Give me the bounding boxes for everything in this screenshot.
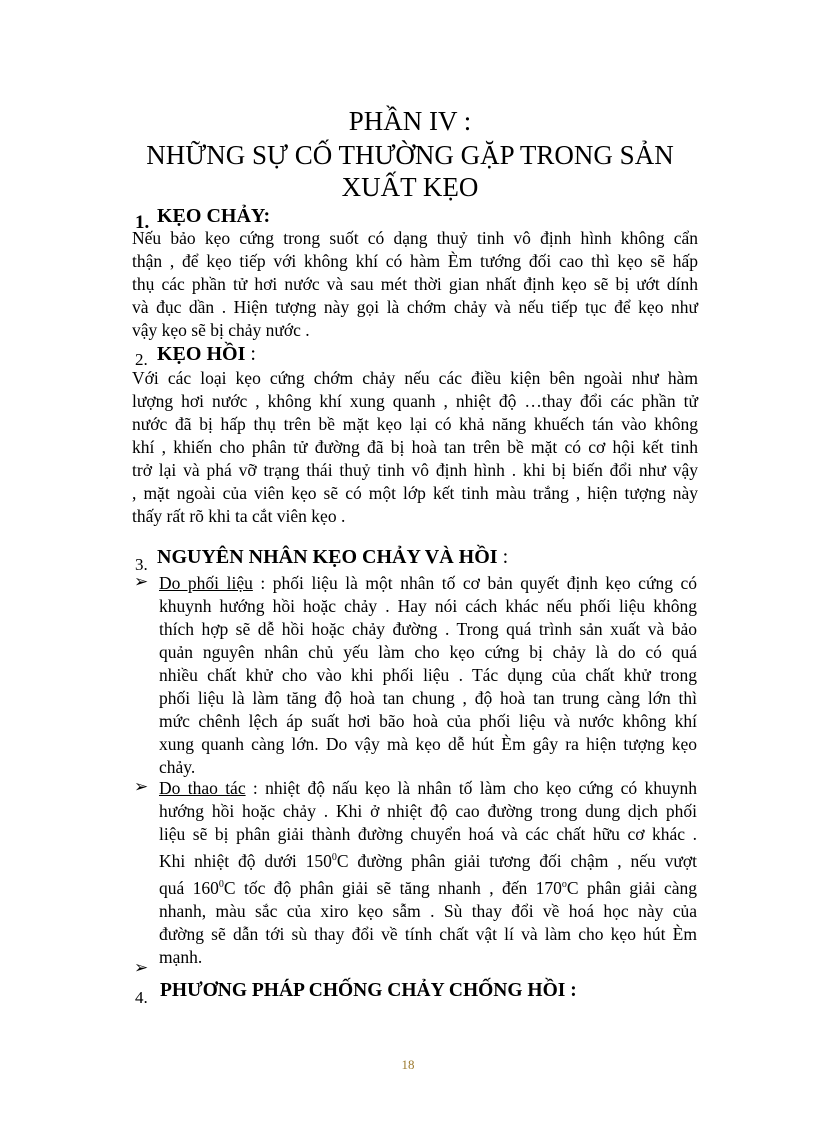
section1-heading: KẸO CHẢY: <box>157 205 271 227</box>
paragraph-line: thấy rất rõ khi ta cắt viên kẹo . <box>132 506 346 526</box>
paragraph-line: trở lại và phá vỡ trạng thái thuỷ tinh vô định hình . khi bị biến đổi như vậy <box>132 460 698 480</box>
paragraph-line <box>159 777 697 800</box>
paragraph-line: vậy kẹo sẽ bị chảy nước . <box>132 320 310 340</box>
paragraph-line: nước đã bị hấp thụ trên bề mặt kẹo lại có khả năng khuếch tán vào không <box>132 414 698 434</box>
section3-heading <box>157 546 508 569</box>
item1-label: Do phối liệu <box>159 573 253 593</box>
superscript: 0 <box>331 852 337 863</box>
chapter-title-line1: NHỮNG SỰ CỐ THƯỜNG GẶP TRONG SẢN <box>146 140 674 170</box>
section3-item2 <box>159 777 697 969</box>
paragraph-line <box>159 572 697 595</box>
section2-heading-colon: : <box>245 343 256 365</box>
section2-heading-text: KẸO HỒI <box>157 343 246 365</box>
paragraph-line <box>159 846 697 873</box>
text-run: C đường phân giải tương đối chậm , nếu vượt <box>336 850 697 871</box>
item2-label: Do thao tác <box>159 778 246 798</box>
paragraph-line: nhiều chất khử cho vào khi phối liệu . Tác dụng của chất khử trong <box>159 665 697 685</box>
paragraph-line <box>159 873 697 900</box>
paragraph-line: thụ các phần tử hơi nước và sau mét thời gian nhất định kẹo sẽ bị ướt dính <box>132 274 698 294</box>
section2-paragraph <box>132 367 698 528</box>
superscript: o <box>561 878 567 890</box>
text-run: C tốc độ phân giải sẽ tăng nhanh , đến 170 <box>223 877 562 898</box>
paragraph-line: mạnh. <box>159 946 203 967</box>
paragraph-line: nhanh, màu sắc của xiro kẹo sẫm . Sù thay đổi về hoá học này của <box>159 900 697 921</box>
paragraph-line: phối liệu là làm tăng độ hoà tan chung , độ hoà tan trung càng lớn thì <box>159 688 697 708</box>
section2-number: 2. <box>135 350 148 369</box>
item2-first-line: : nhiệt độ nấu kẹo là nhân tố làm cho kẹo cứng có khuynh <box>245 778 697 798</box>
section1-paragraph <box>132 227 698 342</box>
paragraph-line: và đục dần . Hiện tượng này gọi là chớm chảy và nếu tiếp tục để kẹo như <box>132 297 698 317</box>
paragraph-line: quản nguyên nhân chủ yếu làm cho kẹo cứng bị chảy là do có quá <box>159 642 697 662</box>
paragraph-line: mức chênh lệch áp suất hơi bão hoà của phối liệu và nước không khí <box>159 711 697 731</box>
page-number: 18 <box>401 1057 415 1072</box>
paragraph-line: Nếu bảo kẹo cứng trong suốt có dạng thuỷ tinh vô định hình không cẩn <box>132 228 698 248</box>
text-run: C phân giải càng <box>566 877 697 898</box>
paragraph-line: đường sẽ dẫn tới sù thay đổi về tính chất vật lí và làm cho kẹo hút Èm <box>159 923 697 944</box>
text-run: quá 160 <box>159 877 219 898</box>
section3-heading-text: NGUYÊN NHÂN KẸO CHẢY VÀ HỒI <box>157 546 498 568</box>
paragraph-line: khuynh hướng hồi hoặc chảy . Hay nói cách khác nếu phối liệu không <box>159 596 697 616</box>
section3-item1 <box>159 572 697 779</box>
paragraph-line: liệu sẽ bị phân giải thành đường chuyển hoá và các chất hữu cơ khác . <box>159 824 697 844</box>
section2-heading <box>157 343 256 366</box>
arrow-bullet-icon: ➢ <box>134 777 149 796</box>
paragraph-line: thích hợp sẽ dễ hồi hoặc chảy đường . Trong quá trình sản xuất và bảo <box>159 619 697 639</box>
arrow-bullet-icon: ➢ <box>134 572 149 591</box>
section3-number: 3. <box>135 555 148 574</box>
paragraph-line: chảy. <box>159 757 196 777</box>
paragraph-line: Với các loại kẹo cứng chớm chảy nếu các điều kiện bên ngoài như hàm <box>132 368 698 388</box>
arrow-bullet-icon: ➢ <box>134 958 149 977</box>
chapter-title-line2: XUẤT KẸO <box>341 172 479 202</box>
paragraph-line: xung quanh càng lớn. Do vậy mà kẹo dễ hút Èm gây ra hiện tượng kẹo <box>159 734 697 754</box>
item1-first-line: : phối liệu là một nhân tố cơ bản quyết định kẹo cứng có <box>252 573 698 593</box>
text-run: Khi nhiệt độ dưới 150 <box>159 850 332 871</box>
paragraph-line: khí , khiến cho phân tử đường đã bị hoà tan trên bề mặt có cơ hội kết tinh <box>132 437 698 457</box>
section1-number: 1. <box>135 212 150 233</box>
paragraph-line: , mặt ngoài của viên kẹo sẽ có một lớp kết tinh màu trắng , hiện tượng này <box>132 483 698 503</box>
section4-number: 4. <box>135 988 148 1007</box>
paragraph-line: lượng hơi nước , không khí xung quanh , nhiệt độ …thay đổi các phần tử <box>132 391 698 411</box>
section4-heading: PHƯƠNG PHÁP CHỐNG CHẢY CHỐNG HỒI : <box>160 980 577 1001</box>
paragraph-line: hướng hồi hoặc chảy . Khi ở nhiệt độ cao đường trong dung dịch phối <box>159 801 697 821</box>
superscript: 0 <box>218 878 224 890</box>
part-title: PHẦN IV : <box>348 106 472 136</box>
section3-heading-colon: : <box>497 546 509 568</box>
paragraph-line: thận , để kẹo tiếp với không khí có hàm Èm tướng đối cao thì kẹo sẽ hấp <box>132 251 698 271</box>
